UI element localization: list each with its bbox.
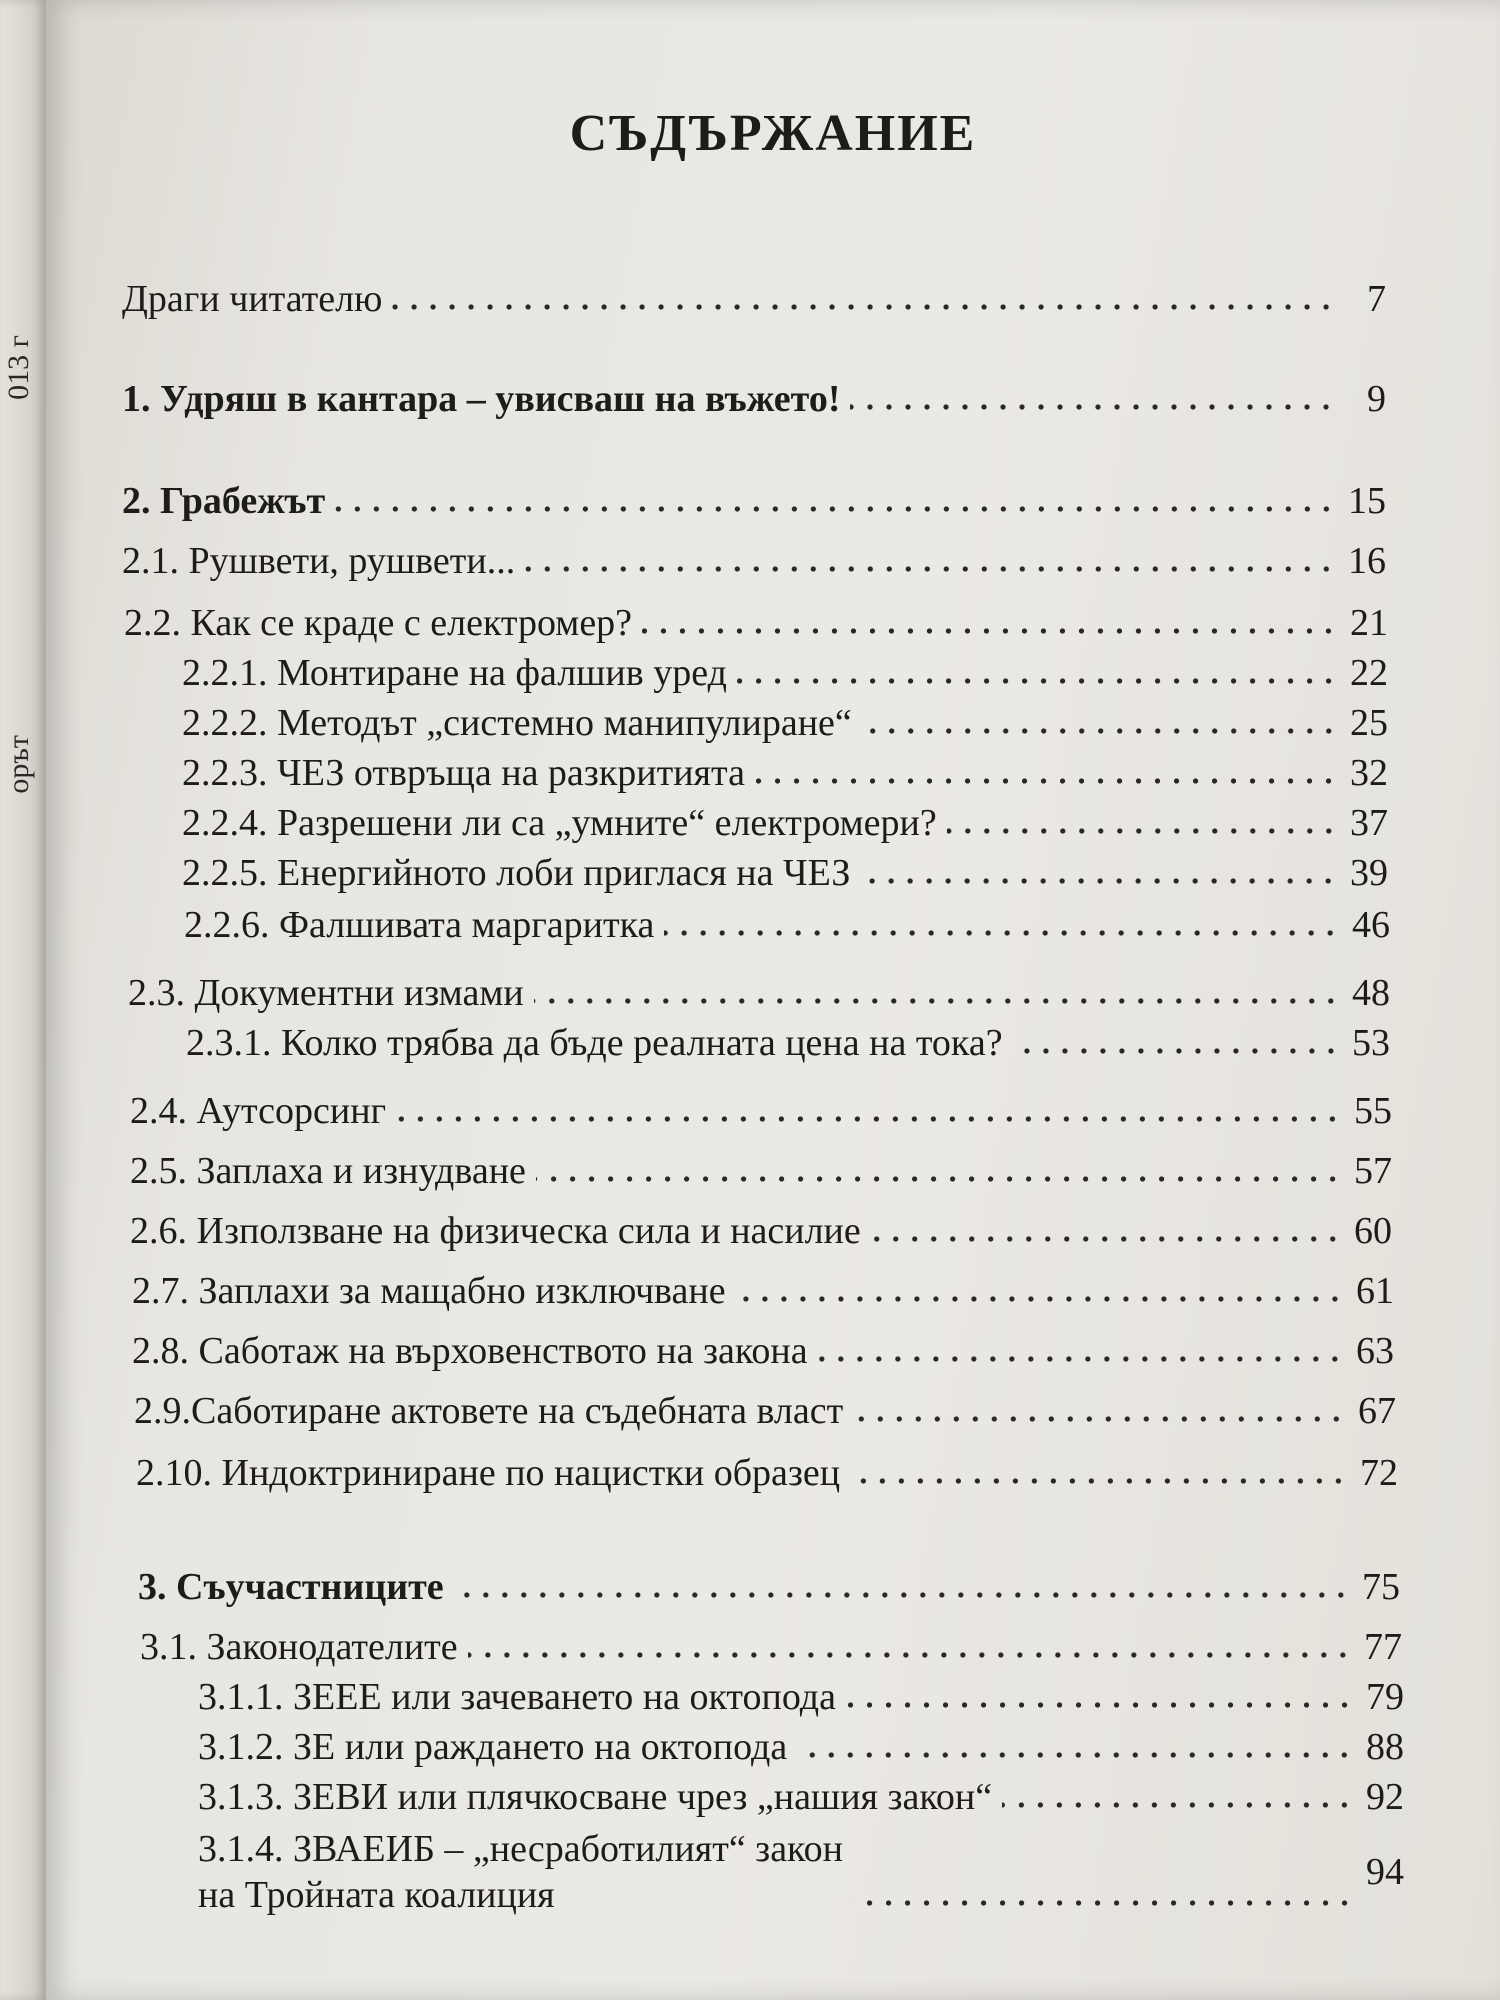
dot-leader: [737, 676, 1338, 686]
dot-leader: [396, 1114, 1342, 1124]
toc-entry-page: 94: [1366, 1851, 1404, 1893]
toc-entry-page: 53: [1352, 1022, 1390, 1064]
dot-leader: [853, 1414, 1346, 1424]
toc-entry-page: 48: [1352, 972, 1390, 1014]
dot-leader: [664, 928, 1340, 938]
toc-entry: [122, 276, 1386, 322]
dot-leader: [862, 726, 1338, 736]
dot-leader: [468, 1650, 1352, 1660]
toc-entry-label: 2.2.5. Енергийното лоби приглася на ЧЕЗ: [182, 852, 851, 894]
toc-entry-page: 92: [1366, 1776, 1404, 1818]
dot-leader: [797, 1750, 1354, 1760]
toc-entry: [182, 850, 1388, 896]
dot-leader: [947, 826, 1338, 836]
toc-entry-page: 77: [1364, 1626, 1402, 1668]
toc-entry-page: 60: [1354, 1210, 1392, 1252]
toc-entry-page: 55: [1354, 1090, 1392, 1132]
dot-leader: [536, 1174, 1342, 1184]
toc-entry: [132, 1268, 1394, 1314]
book-page: [46, 0, 1500, 2000]
toc-entry-label: 2. Грабежът: [122, 480, 326, 522]
toc-entry: [182, 800, 1388, 846]
toc-entry-label: 2.3.1. Колко трябва да бъде реалната цена на тока?: [186, 1022, 1003, 1064]
toc-entry-label: 2.8. Саботаж на върховенството на закона: [132, 1330, 808, 1372]
dot-leader: [642, 626, 1338, 636]
toc-entry-page: 79: [1366, 1676, 1404, 1718]
toc-entry-label: 2.4. Аутсорсинг: [130, 1090, 387, 1132]
toc-entry-label: 2.3. Документни измами: [128, 972, 524, 1014]
toc-entry-label: 2.2.6. Фалшивата маргаритка: [184, 904, 655, 946]
toc-entry-page: 16: [1348, 540, 1386, 582]
toc-entry: [130, 1148, 1392, 1194]
toc-entry-label: 2.6. Използване на физическа сила и насилие: [130, 1210, 861, 1252]
toc-entry: [130, 1208, 1392, 1254]
toc-entry: [184, 902, 1390, 948]
toc-entry-label: Драги читателю: [122, 278, 383, 320]
dot-leader: [850, 1476, 1348, 1486]
toc-entry-label: 2.2.3. ЧЕЗ отвръща на разкритията: [182, 752, 745, 794]
left-page-edge: [0, 0, 46, 2000]
toc-entry: [122, 478, 1386, 524]
dot-leader: [850, 402, 1336, 412]
dot-leader: [335, 504, 1336, 514]
toc-entry-page: 61: [1356, 1270, 1394, 1312]
toc-entry-page: 37: [1350, 802, 1388, 844]
toc-entry-page: 88: [1366, 1726, 1404, 1768]
toc-entry-page: 39: [1350, 852, 1388, 894]
dot-leader: [1002, 1800, 1354, 1810]
toc-entry: [198, 1674, 1404, 1720]
toc-entry-label: 2.2.4. Разрешени ли са „умните“ електромери?: [182, 802, 937, 844]
toc-entry: [182, 650, 1388, 696]
toc-entry-label: 2.2. Как се краде с електромер?: [124, 602, 633, 644]
toc-entry-label: 2.2.1. Монтиране на фалшив уред: [182, 652, 727, 694]
dot-leader: [853, 1898, 1354, 1908]
toc-entry-label: 1. Удряш в кантара – увисваш на въжето!: [122, 378, 841, 420]
toc-entry-label: 3. Съучастниците: [138, 1566, 444, 1608]
toc-entry-label-line: на Тройната коалиция: [198, 1874, 555, 1916]
dot-leader: [534, 996, 1340, 1006]
toc-entry: [182, 700, 1388, 746]
dot-leader: [846, 1700, 1354, 1710]
left-page-fragment: 013 г: [2, 335, 35, 400]
toc-entry-page: 21: [1350, 602, 1388, 644]
dot-leader: [736, 1294, 1344, 1304]
toc-entry-label: 2.9.Саботиране актовете на съдебната власт: [134, 1390, 844, 1432]
toc-entry: [198, 1774, 1404, 1820]
toc-entry-label: 3.1. Законодателите: [140, 1626, 458, 1668]
toc-entry: [198, 1826, 1404, 1918]
dot-leader: [454, 1590, 1350, 1600]
toc-entry: [140, 1624, 1402, 1670]
toc-entry-label: 2.10. Индоктриниране по нацистки образец: [136, 1452, 841, 1494]
toc-entry-label: 3.1.1. ЗЕЕЕ или зачеването на октопода: [198, 1676, 836, 1718]
toc-entry: [128, 970, 1390, 1016]
toc-entry-label: 2.7. Заплахи за мащабно изключване: [132, 1270, 726, 1312]
toc-entry-page: 46: [1352, 904, 1390, 946]
dot-leader: [525, 564, 1336, 574]
left-page-fragment: орът: [2, 735, 35, 794]
toc-entry-page: 15: [1348, 480, 1386, 522]
toc-entry-page: 67: [1358, 1390, 1396, 1432]
toc-entry: [138, 1564, 1400, 1610]
toc-entry: [130, 1088, 1392, 1134]
toc-entry-page: 7: [1367, 278, 1386, 320]
toc-entry: [182, 750, 1388, 796]
toc-entry-page: 57: [1354, 1150, 1392, 1192]
toc-entry-page: 32: [1350, 752, 1388, 794]
toc-entry-label: 2.2.2. Методът „системно манипулиране“: [182, 702, 852, 744]
toc-entry-page: 25: [1350, 702, 1388, 744]
toc-entry-page: 22: [1350, 652, 1388, 694]
toc-entry: [122, 376, 1386, 422]
toc-entry-page: 72: [1360, 1452, 1398, 1494]
dot-leader: [392, 302, 1336, 312]
toc-entry-label: [198, 1826, 843, 1918]
page-title: СЪДЪРЖАНИЕ: [569, 105, 977, 162]
dot-leader: [1013, 1046, 1340, 1056]
toc-entry-label: 2.1. Рушвети, рушвети...: [122, 540, 516, 582]
toc-entry-label: 3.1.2. ЗЕ или раждането на октопода: [198, 1726, 788, 1768]
toc-entry: [122, 538, 1386, 584]
dot-leader: [860, 876, 1338, 886]
toc-entry: [134, 1388, 1396, 1434]
dot-leader: [871, 1234, 1342, 1244]
toc-entry: [186, 1020, 1390, 1066]
dot-leader: [818, 1354, 1344, 1364]
toc-entry: [124, 600, 1388, 646]
toc-entry-label-line: 3.1.4. ЗВАЕИБ – „несработилият“ закон: [198, 1828, 843, 1870]
toc-entry: [132, 1328, 1394, 1374]
toc-entry-page: 9: [1367, 378, 1386, 420]
toc-entry-label: 3.1.3. ЗЕВИ или плячкосване чрез „нашия закон“: [198, 1776, 993, 1818]
toc-entry: [198, 1724, 1404, 1770]
toc-entry-page: 63: [1356, 1330, 1394, 1372]
toc-entry-page: 75: [1362, 1566, 1400, 1608]
toc-entry: [136, 1450, 1398, 1496]
dot-leader: [755, 776, 1338, 786]
toc-entry-label: 2.5. Заплаха и изнудване: [130, 1150, 526, 1192]
